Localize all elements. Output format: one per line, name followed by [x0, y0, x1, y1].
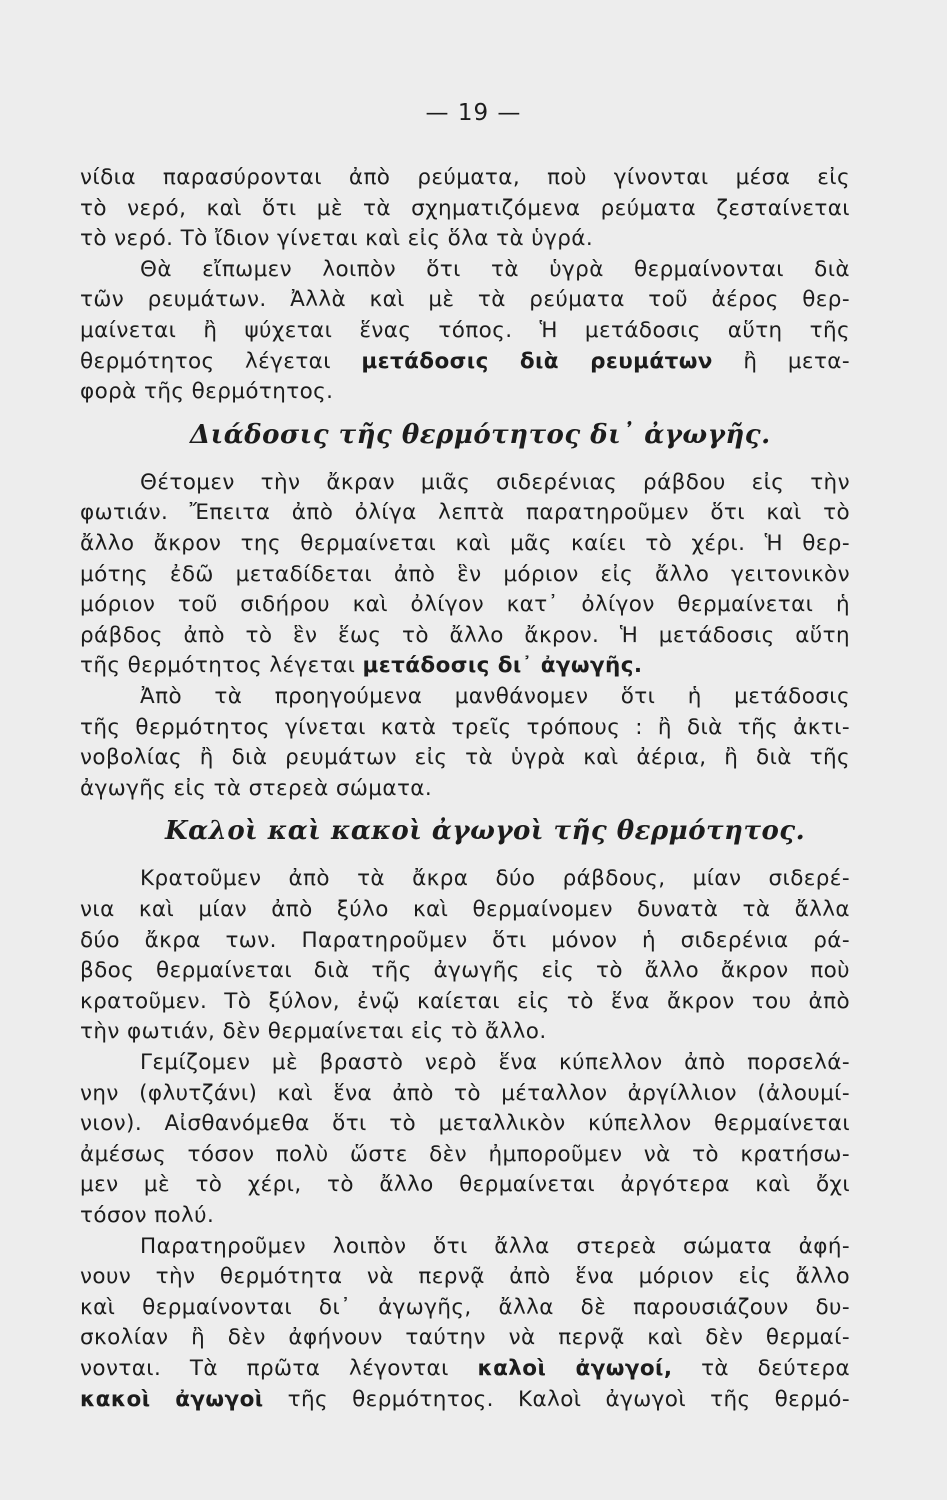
text-line: ράβδος ἀπὸ τὸ ἓν ἕως τὸ ἄλλο ἄκρον. Ἡ μετάδοσις αὕτη: [80, 622, 850, 648]
text-line: Γεμίζομεν μὲ βραστὸ νερὸ ἕνα κύπελλον ἀπὸ πορσελά-: [140, 1050, 850, 1075]
section-heading: Καλοὶ καὶ κακοὶ ἀγωγοὶ τῆς θερμότητος.: [165, 816, 806, 847]
text-line: τῆς θερμότητος λέγεται μετάδοσις δι᾽ ἀγωγῆς.: [80, 653, 643, 679]
text-line: νιον). Αἰσθανόμεθα ὅτι τὸ μεταλλικὸν κύπελλον θερμαίνεται: [80, 1111, 850, 1137]
text-line: τὴν φωτιάν, δὲν θερμαίνεται εἰς τὸ ἄλλο.: [80, 1019, 547, 1045]
text-line: τὸ νερό. Τὸ ἴδιον γίνεται καὶ εἰς ὅλα τὰ ὑγρά.: [80, 226, 594, 252]
text-line: νουν τὴν θερμότητα νὰ περνᾷ ἀπὸ ἕνα μόριον εἰς ἄλλο: [80, 1264, 850, 1290]
bold-term: κακοὶ ἀγωγοὶ: [80, 1386, 264, 1412]
text-line: ἀμέσως τόσον πολὺ ὥστε δὲν ἠμποροῦμεν νὰ τὸ κρατήσω-: [80, 1141, 850, 1167]
text-line: βδος θερμαίνεται διὰ τῆς ἀγωγῆς εἰς τὸ ἄλλο ἄκρον ποὺ: [80, 958, 850, 984]
text-line: δύο ἄκρα των. Παρατηροῦμεν ὅτι μόνον ἡ σιδερένια ρά-: [80, 927, 850, 953]
text-line: φωτιάν. Ἔπειτα ἀπὸ ὀλίγα λεπτὰ παρατηροῦμεν ὅτι καὶ τὸ: [80, 500, 850, 526]
section-heading: Διάδοσις τῆς θερμότητος δι᾽ ἀγωγῆς.: [190, 419, 771, 450]
text-line: Ἀπὸ τὰ προηγούμενα μανθάνομεν ὅτι ἡ μετάδοσις: [140, 684, 850, 709]
bold-term: καλοὶ ἀγωγοί,: [477, 1356, 673, 1381]
text-line: καὶ θερμαίνονται δι᾽ ἀγωγῆς, ἄλλα δὲ παρουσιάζουν δυ-: [80, 1294, 850, 1320]
text-line: Θὰ εἴπωμεν λοιπὸν ὅτι τὰ ὑγρὰ θερμαίνονται διὰ: [140, 256, 850, 282]
text-line: κακοὶ ἀγωγοὶ τῆς θερμότητος. Καλοὶ ἀγωγοὶ τῆς θερμό-: [80, 1386, 850, 1412]
text-line: κρατοῦμεν. Τὸ ξύλον, ἐνῷ καίεται εἰς τὸ ἕνα ἄκρον του ἀπὸ: [80, 988, 850, 1014]
text-line: Κρατοῦμεν ἀπὸ τὰ ἄκρα δύο ράβδους, μίαν σιδερέ-: [140, 866, 850, 892]
page-number: — 19 —: [425, 100, 522, 126]
text-line: μαίνεται ἢ ψύχεται ἕνας τόπος. Ἡ μετάδοσις αὕτη τῆς: [80, 318, 850, 343]
bold-term: μετάδοσις δι᾽ ἀγωγῆς.: [362, 653, 643, 679]
text-line: νοβολίας ἢ διὰ ρευμάτων εἰς τὰ ὑγρὰ καὶ ἀέρια, ἢ διὰ τῆς: [80, 745, 850, 771]
text-line: ἀγωγῆς εἰς τὰ στερεὰ σώματα.: [80, 775, 433, 801]
text-line: Παρατηροῦμεν λοιπὸν ὅτι ἄλλα στερεὰ σώματα ἀφή-: [140, 1233, 850, 1259]
text-line: νονται. Τὰ πρῶτα λέγονται καλοὶ ἀγωγοί, τὰ δεύτερα: [80, 1356, 851, 1381]
text-line: σκολίαν ἢ δὲν ἀφήνουν ταύτην νὰ περνᾷ καὶ δὲν θερμαί-: [80, 1325, 850, 1351]
text-line: Θέτομεν τὴν ἄκραν μιᾶς σιδερένιας ράβδου εἰς τὴν: [140, 469, 850, 495]
bold-term: μετάδοσις διὰ ρευμάτων: [361, 348, 713, 374]
text-line: ἄλλο ἄκρον της θερμαίνεται καὶ μᾶς καίει τὸ χέρι. Ἡ θερ-: [80, 531, 850, 556]
text-line: νην (φλυτζάνι) καὶ ἕνα ἀπὸ τὸ μέταλλον ἀργίλλιον (ἀλουμί-: [80, 1080, 850, 1106]
text-line: φορὰ τῆς θερμότητος.: [80, 379, 334, 405]
text-line: μότης ἐδῶ μεταδίδεται ἀπὸ ἓν μόριον εἰς ἄλλο γειτονικὸν: [80, 561, 850, 587]
text-line: τὸ νερό, καὶ ὅτι μὲ τὰ σχηματιζόμενα ρεύματα ζεσταίνεται: [80, 195, 850, 221]
text-line: θερμότητος λέγεται μετάδοσις διὰ ρευμάτων ἢ μετα-: [80, 348, 851, 374]
text-line: μόριον τοῦ σιδήρου καὶ ὀλίγον κατ᾽ ὀλίγον θερμαίνεται ἡ: [80, 592, 850, 618]
text-line: νίδια παρασύρονται ἀπὸ ρεύματα, ποὺ γίνονται μέσα εἰς: [80, 165, 850, 190]
text-line: τόσον πολύ.: [80, 1203, 215, 1228]
text-line: τῶν ρευμάτων. Ἀλλὰ καὶ μὲ τὰ ρεύματα τοῦ ἀέρος θερ-: [80, 287, 850, 313]
text-line: μεν μὲ τὸ χέρι, τὸ ἄλλο θερμαίνεται ἀργότερα καὶ ὄχι: [80, 1172, 850, 1198]
text-line: νια καὶ μίαν ἀπὸ ξύλο καὶ θερμαίνομεν δυνατὰ τὰ ἄλλα: [80, 897, 850, 922]
text-line: τῆς θερμότητος γίνεται κατὰ τρεῖς τρόπους : ἢ διὰ τῆς ἀκτι-: [80, 714, 850, 740]
